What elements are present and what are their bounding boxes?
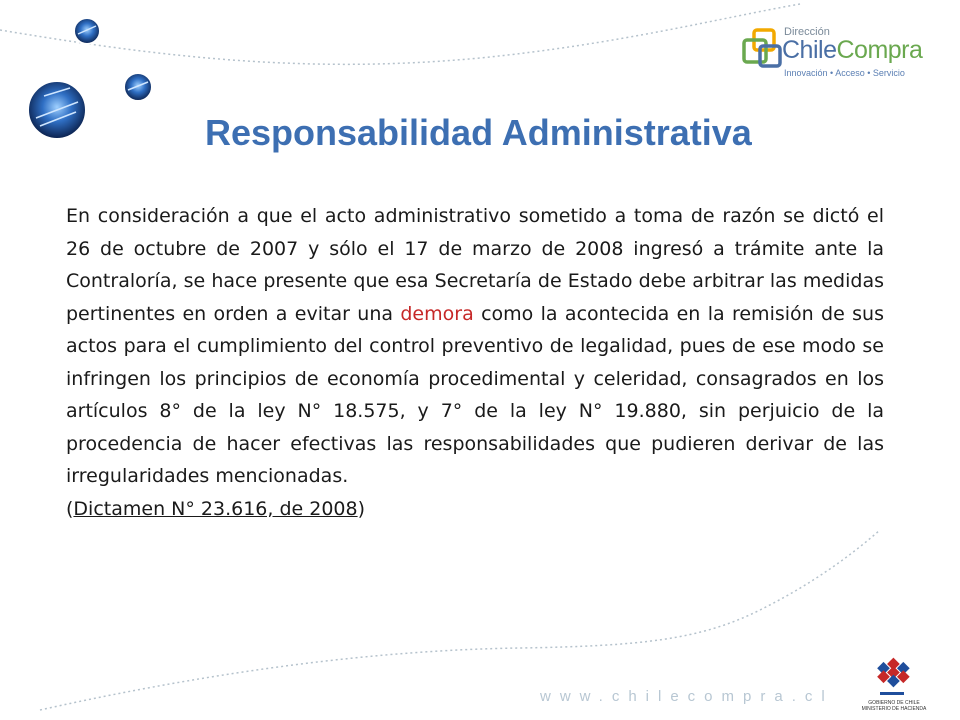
logo-small-text: Dirección [784, 26, 830, 38]
crest-caption [844, 700, 944, 712]
body-text-before: En consideración a que el acto administrativo sometido a toma de razón se dictó el 26 de octubre de 2007 y sólo el 17 de marzo de 2008 ingresó a trámite ante la Contraloría, se hace presente que esa Secretaría de Estado debe arbitrar las medidas pertinentes en orden a evitar una [66, 205, 884, 325]
highlight-word: demora [400, 302, 474, 325]
logo-tagline: Innovación • Acceso • Servicio [784, 68, 905, 78]
bottom-dashed-curve [40, 530, 880, 710]
citation-link[interactable]: Dictamen N° 23.616, de 2008 [73, 497, 358, 520]
crest-caption-line1: GOBIERNO DE CHILE [868, 700, 920, 706]
top-dashed-curve [0, 4, 800, 64]
logo-wordmark-part1: Chile [782, 36, 837, 64]
body-text [66, 200, 884, 525]
footer-url: www.chilecompra.cl [540, 688, 834, 705]
orb-large [28, 81, 86, 139]
body-text-after: como la acontecida en la remisión de sus actos para el cumplimiento del control preventivo de legalidad, pues de ese modo se infringen los principios de economía procedimental y celeridad, consagrados en los artículos 8° de la ley N° 18.575, y 7° de la ley N° 19.880, sin perjuicio de la procedencia de hacer efectivas las responsabilidades que pudieren derivar de las irregularidades mencionadas. [66, 302, 884, 487]
citation-open: ( [66, 497, 74, 520]
logo-wordmark [782, 36, 922, 65]
chilecompra-logo [740, 24, 950, 80]
body-paragraph [66, 200, 884, 493]
citation [66, 493, 884, 526]
crest-caption-line2: MINISTERIO DE HACIENDA [861, 706, 927, 712]
citation-close: ) [357, 497, 366, 520]
orb-small-right [124, 73, 152, 101]
logo-mark-icon [740, 26, 788, 74]
slide-title: Responsabilidad Administrativa [205, 112, 752, 153]
logo-wordmark-part2: Compra [836, 36, 923, 64]
orb-small-top [74, 18, 100, 44]
